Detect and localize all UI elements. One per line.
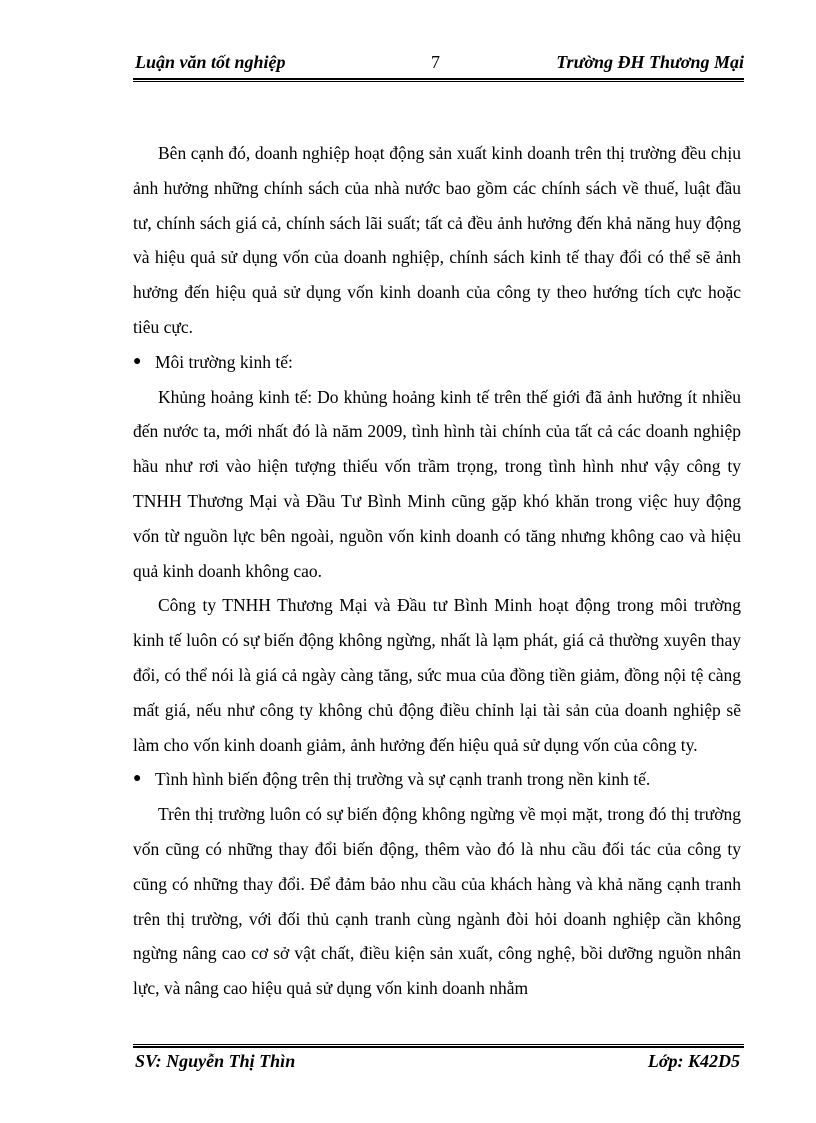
bullet-icon xyxy=(133,345,155,380)
bullet-icon xyxy=(133,762,155,797)
page-number: 7 xyxy=(431,52,440,72)
footer-rule xyxy=(133,1044,744,1048)
paragraph-crisis: Khủng hoảng kinh tế: Do khủng hoảng kinh tế trên thế giới đã ảnh hưởng ít nhiều đến nước ta, mới nhất đó là năm 2009, tình hình tài chính của tất cả các doanh nghiệp hầu như rơi vào hiện tượng thiếu vốn trầm trọng, trong tình hình như vậy công ty TNHH Thương Mại và Đầu Tư Bình Minh cũng gặp khó khăn trong việc huy động vốn từ nguồn lực bên ngoài, nguồn vốn kinh doanh có tăng nhưng không cao và hiệu quả kinh doanh không cao. xyxy=(133,386,741,581)
header-university: Trường ĐH Thương Mại xyxy=(556,52,744,72)
footer-student-name: SV: Nguyễn Thị Thìn xyxy=(135,1051,296,1071)
paragraph-policy: Bên cạnh đó, doanh nghiệp hoạt động sản xuất kinh doanh trên thị trường đều chịu ảnh hưởng những chính sách của nhà nước bao gồm các chính sách về thuế, luật đầu tư, chính sách giá cả, chính sách lãi suất; tất cả đều ảnh hưởng đến khả năng huy động và hiệu quả sử dụng vốn của doanh nghiệp, chính sách kinh tế thay đổi có thể sẽ ảnh hưởng đến hiệu quả sử dụng vốn kinh doanh của công ty theo hướng tích cực hoặc tiêu cực. xyxy=(133,143,741,337)
bullet-text: Tình hình biến động trên thị trường và sự cạnh tranh trong nền kinh tế. xyxy=(155,769,651,790)
bullet-item-market-competition xyxy=(133,762,741,797)
page-header xyxy=(133,50,744,80)
paragraph-market: Trên thị trường luôn có sự biến động không ngừng về mọi mặt, trong đó thị trường vốn cũng có những thay đổi biến động, thêm vào đó là nhu cầu đối tác của công ty cũng có những thay đổi. Để đảm bảo nhu cầu của khách hàng và khả năng cạnh tranh trên thị trường, với đối thủ cạnh tranh cùng ngành đòi hỏi doanh nghiệp cần không ngừng nâng cao cơ sở vật chất, điều kiện sản xuất, công nghệ, bồi dưỡng nguồn nhân lực, và nâng cao hiệu quả sử dụng vốn kinh doanh nhằm xyxy=(133,804,741,999)
document-body xyxy=(133,136,741,1006)
page-footer xyxy=(133,1051,744,1081)
footer-class: Lớp: K42D5 xyxy=(647,1051,740,1071)
header-thesis-title: Luận văn tốt nghiệp xyxy=(135,52,286,72)
bullet-item-economic-environment xyxy=(133,345,741,380)
bullet-text: Môi trường kinh tế: xyxy=(155,351,293,372)
header-rule xyxy=(133,78,744,82)
paragraph-inflation: Công ty TNHH Thương Mại và Đầu tư Bình Minh hoạt động trong môi trường kinh tế luôn có sự biến động không ngừng, nhất là lạm phát, giá cả thường xuyên thay đổi, có thể nói là giá cả ngày càng tăng, sức mua của đồng tiền giảm, đồng nội tệ càng mất giá, nếu như công ty không chủ động điều chỉnh lại tài sản của doanh nghiệp sẽ làm cho vốn kinh doanh giảm, ảnh hưởng đến hiệu quả sử dụng vốn của công ty. xyxy=(133,595,741,755)
